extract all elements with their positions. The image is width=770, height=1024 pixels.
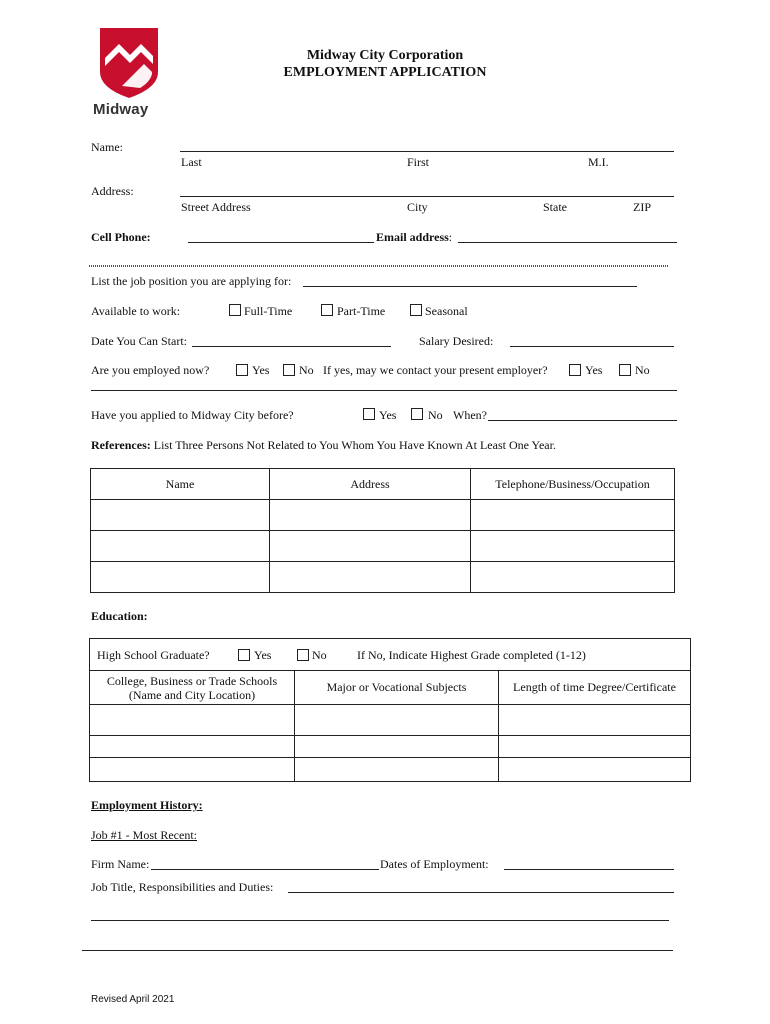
applied-no-label: No — [428, 408, 443, 422]
applied-no-checkbox[interactable] — [411, 408, 423, 420]
high-school-label: High School Graduate? — [97, 648, 210, 662]
email-label-text: Email address — [376, 230, 449, 244]
salary-label: Salary Desired: — [419, 334, 494, 348]
high-school-no-label: No — [312, 648, 327, 662]
applied-yes-checkbox[interactable] — [363, 408, 375, 420]
section-divider — [89, 265, 669, 267]
job-title-label: Job Title, Responsibilities and Duties: — [91, 880, 274, 894]
reference-1-address-cell[interactable] — [270, 500, 471, 531]
start-date-field[interactable] — [192, 346, 391, 347]
education-header-school — [90, 671, 295, 705]
education-2-school-cell[interactable] — [90, 736, 295, 758]
name-label: Name: — [91, 140, 123, 154]
contact-no-checkbox[interactable] — [619, 364, 631, 376]
references-heading — [91, 438, 556, 453]
high-school-row — [90, 639, 691, 671]
education-header-school-line2: (Name and City Location) — [128, 687, 256, 702]
job1-heading: Job #1 - Most Recent: — [91, 828, 197, 842]
name-last-caption: Last — [181, 155, 202, 169]
applied-when-field[interactable] — [488, 420, 677, 421]
education-2-major-cell[interactable] — [295, 736, 499, 758]
dates-employment-label: Dates of Employment: — [380, 857, 489, 871]
references-header-phone: Telephone/Business/Occupation — [471, 469, 675, 500]
contact-yes-label: Yes — [585, 363, 603, 377]
duties-line-1[interactable] — [91, 920, 669, 921]
firm-name-field[interactable] — [151, 869, 379, 870]
reference-1-name-cell[interactable] — [91, 500, 270, 531]
salary-field[interactable] — [510, 346, 674, 347]
employment-history-heading: Employment History: — [91, 798, 203, 812]
dates-employment-field[interactable] — [504, 869, 674, 870]
education-header-major: Major or Vocational Subjects — [295, 671, 499, 705]
education-3-length-cell[interactable] — [499, 758, 691, 782]
name-mi-caption: M.I. — [588, 155, 609, 169]
references-header-address: Address — [270, 469, 471, 500]
address-street-caption: Street Address — [181, 200, 251, 214]
education-1-length-cell[interactable] — [499, 705, 691, 736]
address-label: Address: — [91, 184, 134, 198]
job-title-field[interactable] — [288, 892, 674, 893]
contact-no-label: No — [635, 363, 650, 377]
education-2-length-cell[interactable] — [499, 736, 691, 758]
duties-line-2[interactable] — [82, 950, 673, 951]
education-header-school-line1: College, Business or Trade Schools — [106, 673, 278, 688]
applied-yes-label: Yes — [379, 408, 397, 422]
address-city-caption: City — [407, 200, 428, 214]
revised-date: Revised April 2021 — [91, 994, 175, 1005]
employed-no-label: No — [299, 363, 314, 377]
full-time-label: Full-Time — [244, 304, 293, 318]
employed-yes-checkbox[interactable] — [236, 364, 248, 376]
references-table — [90, 468, 675, 593]
cell-phone-label: Cell Phone: — [91, 230, 151, 244]
address-state-caption: State — [543, 200, 567, 214]
education-1-major-cell[interactable] — [295, 705, 499, 736]
full-time-checkbox[interactable] — [229, 304, 241, 316]
education-1-school-cell[interactable] — [90, 705, 295, 736]
seasonal-label: Seasonal — [425, 304, 468, 318]
reference-1-phone-cell[interactable] — [471, 500, 675, 531]
employed-divider — [91, 390, 677, 391]
contact-yes-checkbox[interactable] — [569, 364, 581, 376]
education-header-length: Length of time Degree/Certificate — [499, 671, 691, 705]
reference-3-address-cell[interactable] — [270, 562, 471, 593]
midway-wordmark: Midway — [93, 101, 149, 118]
reference-2-address-cell[interactable] — [270, 531, 471, 562]
email-label — [376, 230, 452, 245]
address-field[interactable] — [180, 196, 674, 197]
employed-yes-label: Yes — [252, 363, 270, 377]
name-field[interactable] — [180, 151, 674, 152]
references-label: References: — [91, 438, 151, 452]
references-instruction: List Three Persons Not Related to You Whom You Have Known At Least One Year. — [153, 438, 556, 452]
high-school-yes-checkbox[interactable] — [238, 649, 250, 661]
education-3-school-cell[interactable] — [90, 758, 295, 782]
part-time-checkbox[interactable] — [321, 304, 333, 316]
reference-2-name-cell[interactable] — [91, 531, 270, 562]
firm-name-label: Firm Name: — [91, 857, 150, 871]
start-date-label: Date You Can Start: — [91, 334, 187, 348]
education-heading: Education: — [91, 609, 148, 623]
form-title: EMPLOYMENT APPLICATION — [283, 65, 487, 80]
reference-3-phone-cell[interactable] — [471, 562, 675, 593]
reference-2-phone-cell[interactable] — [471, 531, 675, 562]
contact-employer-question: If yes, may we contact your present employer? — [323, 363, 548, 377]
cell-phone-field[interactable] — [188, 242, 374, 243]
applied-when-label: When? — [453, 408, 487, 422]
employed-label: Are you employed now? — [91, 363, 210, 377]
part-time-label: Part-Time — [337, 304, 386, 318]
high-school-no-checkbox[interactable] — [297, 649, 309, 661]
references-header-name: Name — [91, 469, 270, 500]
position-label: List the job position you are applying for: — [91, 274, 292, 288]
employed-no-checkbox[interactable] — [283, 364, 295, 376]
education-3-major-cell[interactable] — [295, 758, 499, 782]
reference-3-name-cell[interactable] — [91, 562, 270, 593]
high-school-yes-label: Yes — [254, 648, 272, 662]
email-field[interactable] — [458, 242, 677, 243]
position-field[interactable] — [303, 286, 637, 287]
education-table — [89, 638, 691, 782]
applied-before-label: Have you applied to Midway City before? — [91, 408, 294, 422]
address-zip-caption: ZIP — [633, 200, 651, 214]
email-label-colon: : — [448, 230, 453, 244]
highest-grade-note: If No, Indicate Highest Grade completed (1-12) — [357, 648, 586, 662]
org-title: Midway City Corporation — [306, 48, 464, 63]
available-label: Available to work: — [91, 304, 181, 318]
name-first-caption: First — [407, 155, 430, 169]
seasonal-checkbox[interactable] — [410, 304, 422, 316]
